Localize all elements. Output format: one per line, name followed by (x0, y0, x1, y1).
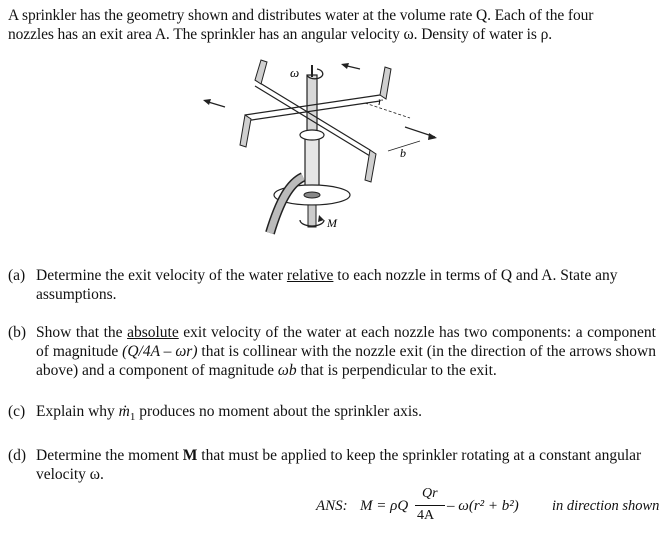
problem-statement-line-2: nozzles has an exit area A. The sprinkler has an angular velocity ω. Density of water is ρ. (8, 26, 552, 43)
sprinkler-figure (195, 55, 455, 240)
part-d-text-post: that must be applied to keep the sprinkler rotating at a constant angular velocity ω. (36, 447, 642, 483)
part-d-text-pre: Determine the moment (36, 447, 183, 464)
part-b-expression-2: ωb (277, 362, 297, 379)
part-a-label: (a) (8, 267, 26, 284)
part-c-label: (c) (8, 403, 26, 420)
part-a-underlined: relative (286, 267, 334, 284)
answer-block (316, 478, 661, 534)
problem-statement (8, 6, 658, 44)
r-label: r (378, 94, 383, 108)
part-c-text-pre: Explain why (36, 403, 119, 420)
mass-flow-subscript: 1 (129, 411, 136, 424)
part-b-text-post: that is perpendicular to the exit. (296, 362, 497, 379)
part-a-text-post: to each nozzle in terms of Q and A. State any assumptions. (36, 267, 618, 303)
part-b (8, 323, 656, 380)
part-b-underlined: absolute (127, 324, 179, 341)
part-a-text-pre: Determine the exit velocity of the water (36, 267, 287, 284)
fraction-denominator: 4A (417, 508, 435, 523)
sprinkler-diagram (195, 55, 455, 240)
fraction-bar (415, 505, 445, 506)
part-d-bold: M (182, 447, 198, 464)
part-c (8, 402, 656, 427)
answer-label: ANS: (316, 498, 348, 514)
part-b-text-mid: exit velocity of the water at each nozzle has two components: a component of magnitude (36, 324, 656, 360)
part-b-text-pre: Show that the (36, 324, 128, 341)
part-b-expression-1: (Q/4A – ωr) (122, 343, 198, 360)
part-c-text-post: produces no moment about the sprinkler axis. (135, 403, 423, 420)
part-b-label: (b) (8, 324, 27, 341)
problem-statement-line-1: A sprinkler has the geometry shown and distributes water at the volume rate Q. Each of the four (8, 7, 594, 24)
answer-rest: – ω(r² + b²) (447, 498, 519, 514)
answer-direction: in direction shown (552, 498, 660, 514)
omega-label: ω (290, 65, 300, 80)
part-d-label: (d) (8, 447, 27, 464)
answer-lhs: M = ρQ (360, 498, 409, 514)
mass-flow-symbol: ṁ (118, 403, 130, 420)
b-label: b (400, 146, 406, 160)
part-a (8, 266, 656, 304)
part-b-text-mid2: that is collinear with the nozzle exit (in the direction of the arrows shown above) and a component of magnitude (36, 343, 656, 379)
moment-label: M (327, 216, 337, 230)
fraction-numerator: Qr (422, 486, 438, 501)
